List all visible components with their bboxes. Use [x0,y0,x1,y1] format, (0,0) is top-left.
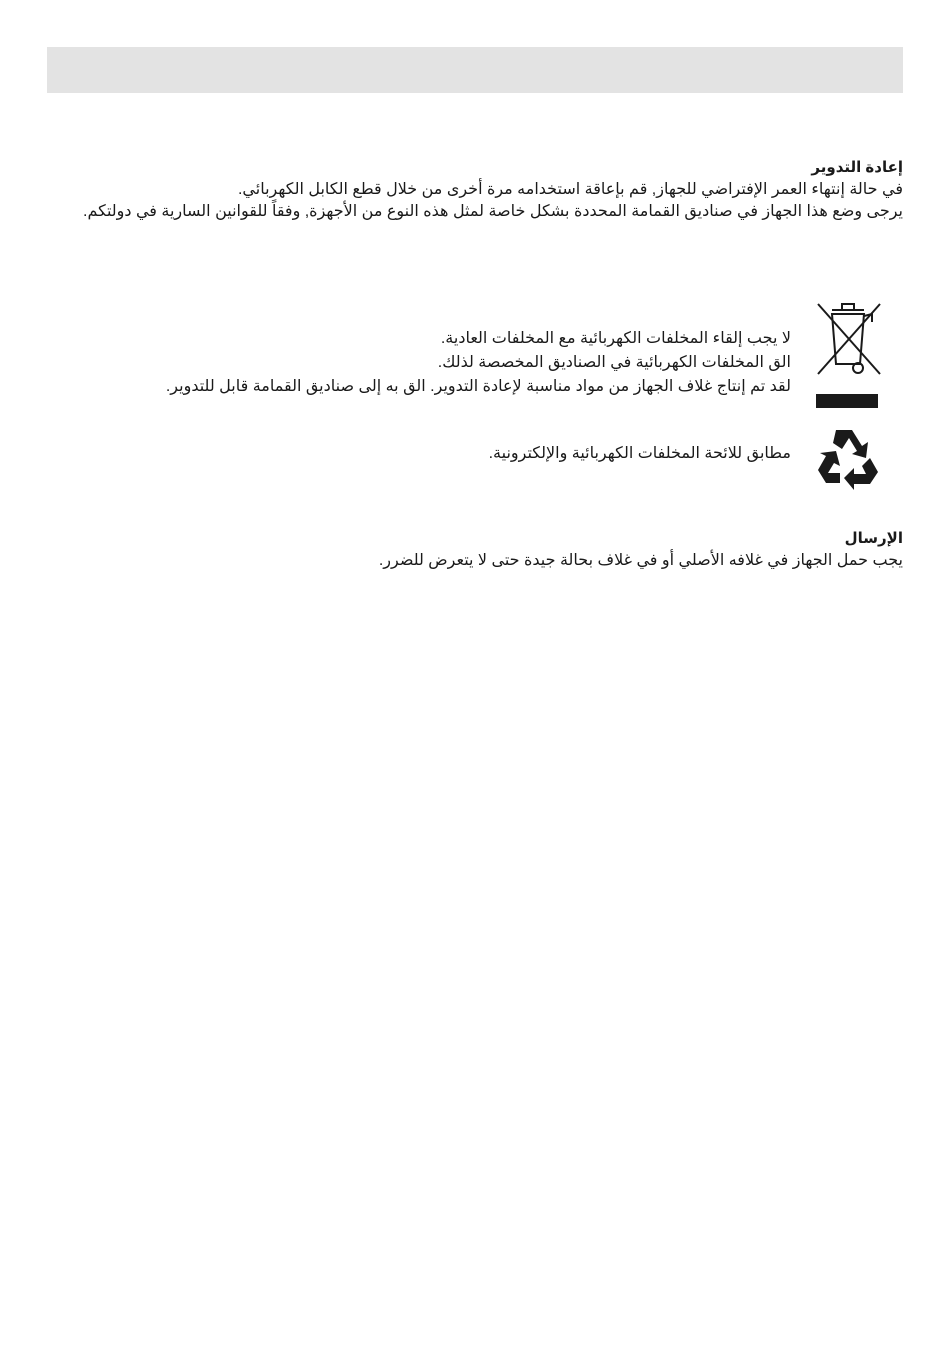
recycling-title: إعادة التدوير [811,159,903,176]
recycle-arrows-icon [812,424,884,490]
weee-symbol [812,300,884,412]
recycling-section [47,157,903,223]
header-bar [47,47,903,93]
weee-notice-line-2: الق المخلفات الكهربائية في الصناديق المخصصة لذلك. [437,354,791,371]
crossed-out-wheelie-bin-icon [812,300,884,412]
shipping-section [47,528,903,572]
recycling-paragraph-1: في حالة إنتهاء العمر الإفتراضي للجهاز, قم بإعاقة استخدامه مرة أخرى من خلال قطع الكابل الكهربائي. [237,181,903,198]
shipping-title: الإرسال [844,530,903,547]
shipping-text: يجب حمل الجهاز في غلافه الأصلي أو في غلاف بحالة جيدة حتى لا يتعرض للضرر. [378,552,903,569]
weee-notice-line-1: لا يجب إلقاء المخلفات الكهربائية مع المخلفات العادية. [440,330,791,347]
recycle-symbol [812,424,884,490]
compliance-text: مطابق للائحة المخلفات الكهربائية والإلكترونية. [488,445,791,462]
weee-notice [47,327,791,399]
recycling-paragraph-2: يرجى وضع هذا الجهاز في صناديق القمامة المحددة بشكل خاصة لمثل هذه النوع من الأجهزة, وفقاً للقوانين السارية في دولتكم. [83,203,903,220]
weee-notice-line-3: لقد تم إنتاج غلاف الجهاز من مواد مناسبة لإعادة التدوير. الق به إلى صناديق القمامة قابل للتدوير. [165,378,791,395]
